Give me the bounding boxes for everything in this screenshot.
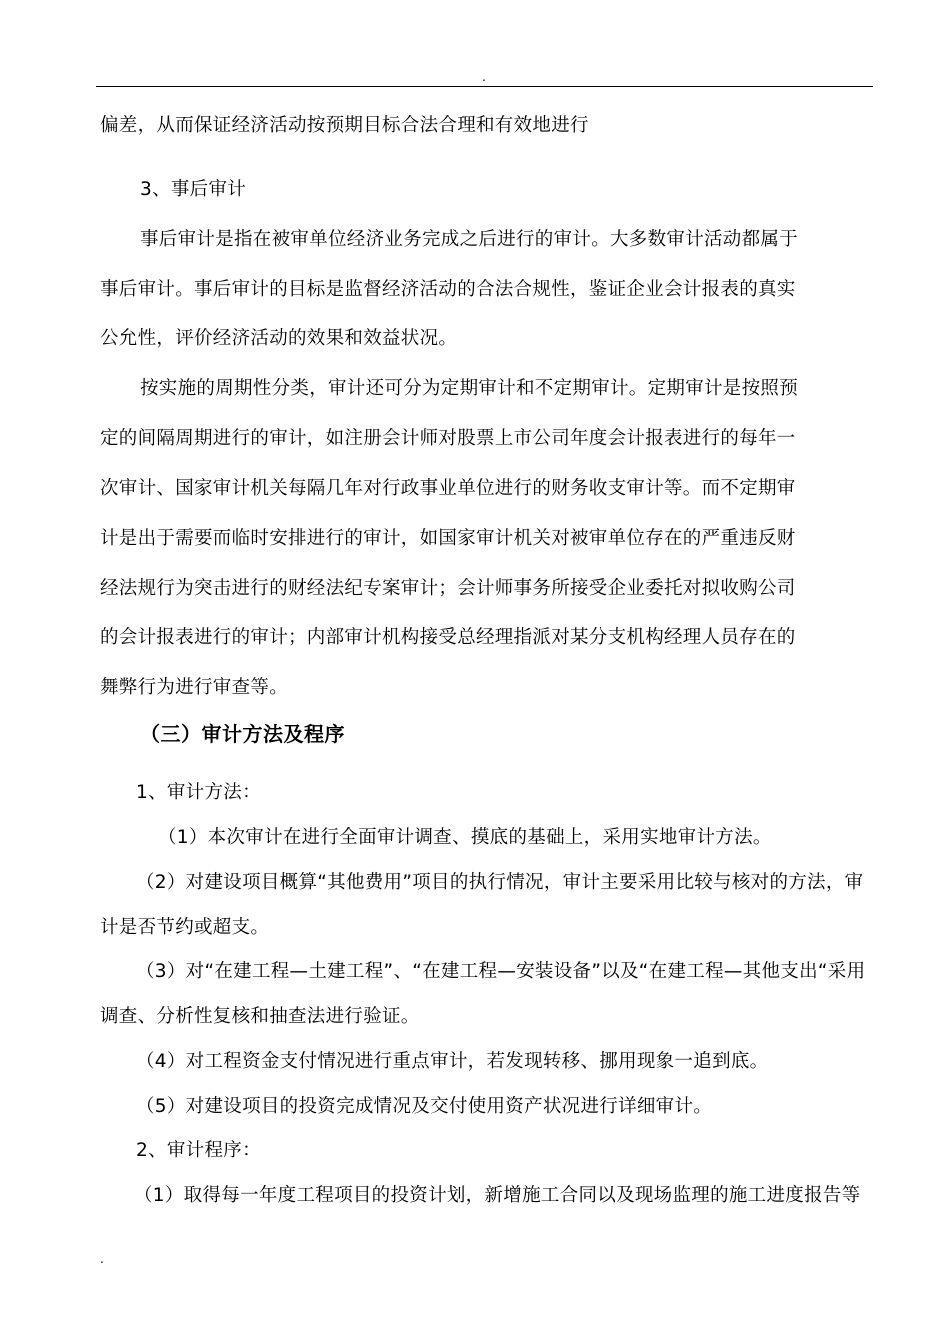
paragraph-line: 偏差，从而保证经济活动按预期目标合法合理和有效地进行 [100, 115, 589, 136]
subsection-title: 2、审计程序： [136, 1140, 261, 1161]
paragraph-line: 经法规行为突击进行的财经法纪专案审计；会计师事务所接受企业委托对拟收购公司 [100, 578, 796, 599]
footer-mark: . [100, 1252, 104, 1266]
paragraph-line: 事后审计。事后审计的目标是监督经济活动的合法合规性，鉴证企业会计报表的真实 [100, 279, 796, 300]
list-item: （4）对工程资金支付情况进行重点审计，若发现转移、挪用现象一追到底。 [136, 1051, 769, 1072]
section-title: 3、事后审计 [140, 179, 247, 200]
paragraph-line: 计是否节约或超支。 [100, 917, 270, 938]
paragraph-line: 定的间隔周期进行的审计，如注册会计师对股票上市公司年度会计报表进行的每年一 [100, 428, 796, 449]
paragraph-line: 按实施的周期性分类，审计还可分为定期审计和不定期审计。定期审计是按照预 [140, 378, 799, 399]
subsection-title: 1、审计方法： [136, 782, 261, 803]
paragraph-line: 公允性，评价经济活动的效果和效益状况。 [100, 328, 458, 349]
paragraph-line: 次审计、国家审计机关每隔几年对行政事业单位进行的财务收支审计等。而不定期审 [100, 478, 796, 499]
paragraph-line: 的会计报表进行的审计；内部审计机构接受总经理指派对某分支机构经理人员存在的 [100, 627, 796, 648]
list-item: （1）取得每一年度工程项目的投资计划，新增施工合同以及现场监理的施工进度报告等 [134, 1185, 861, 1206]
list-item: （3）对“在建工程—土建工程”、“在建工程—安装设备”以及“在建工程—其他支出“采用 [136, 961, 866, 982]
list-item: （2）对建设项目概算“其他费用”项目的执行情况，审计主要采用比较与核对的方法，审 [136, 872, 864, 893]
paragraph-line: 调查、分析性复核和抽查法进行验证。 [100, 1006, 420, 1027]
list-item: （5）对建设项目的投资完成情况及交付使用资产状况进行详细审计。 [136, 1096, 713, 1117]
paragraph-line: 舞弊行为进行审查等。 [100, 677, 289, 698]
paragraph-line: 事后审计是指在被审单位经济业务完成之后进行的审计。大多数审计活动都属于 [140, 229, 799, 250]
section-heading: （三）审计方法及程序 [140, 722, 345, 746]
paragraph-line: 计是出于需要而临时安排进行的审计，如国家审计机关对被审单位存在的严重违反财 [100, 528, 796, 549]
header-rule [96, 86, 873, 87]
list-item: （1）本次审计在进行全面审计调查、摸底的基础上，采用实地审计方法。 [158, 827, 772, 848]
header-mark: . [482, 70, 486, 84]
